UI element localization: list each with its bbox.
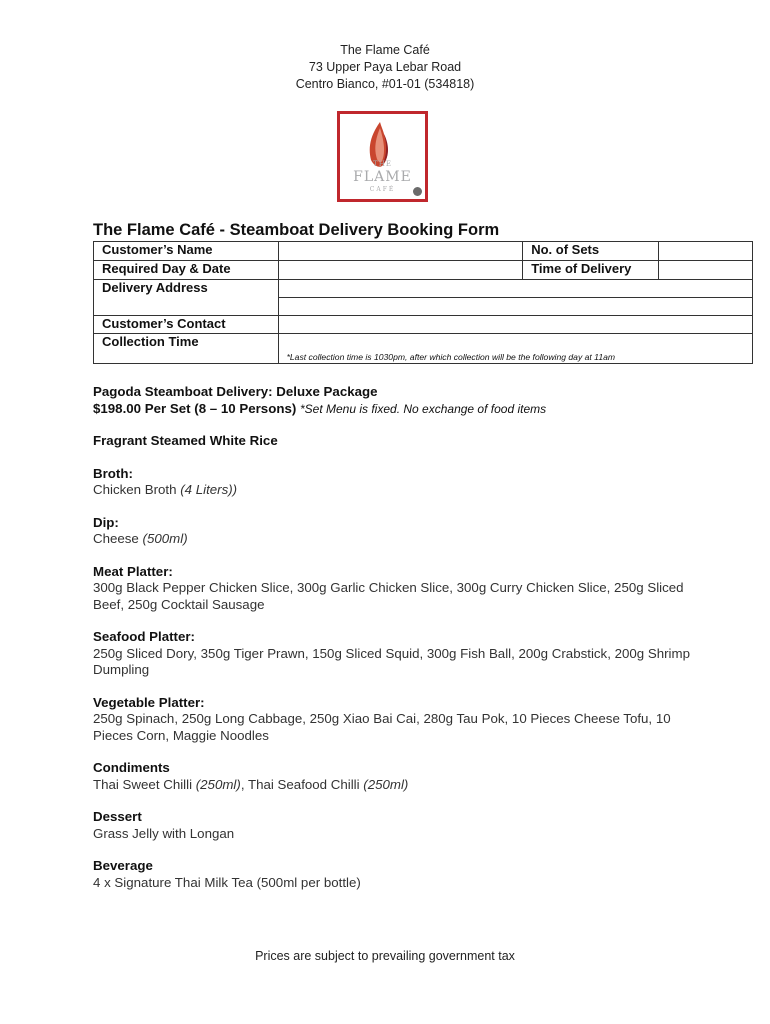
- delivery-address-field-line1[interactable]: [278, 280, 752, 298]
- broth-qty: (4 Liters)): [180, 482, 238, 497]
- collection-time-label: Collection Time: [94, 334, 279, 364]
- cafe-logo: [337, 111, 428, 202]
- no-of-sets-field[interactable]: [659, 242, 753, 261]
- collection-time-note[interactable]: *Last collection time is 1030pm, after which collection will be the following day at 11am: [278, 334, 752, 364]
- vegetable-items: 250g Spinach, 250g Long Cabbage, 250g Xiao Bai Cai, 280g Tau Pok, 10 Pieces Cheese Tofu, 10 Pieces Corn, Maggie Noodles: [93, 711, 671, 743]
- seafood-heading: Seafood Platter:: [93, 629, 195, 644]
- dessert-item: Grass Jelly with Longan: [93, 825, 235, 841]
- package-menu: [93, 384, 713, 891]
- delivery-address-field-line2[interactable]: [278, 298, 752, 316]
- cafe-address-line2: Centro Bianco, #01-01 (534818): [295, 77, 475, 91]
- seafood-section: [93, 629, 713, 679]
- dip-qty: (500ml): [142, 531, 188, 546]
- rice-item: Fragrant Steamed White Rice: [93, 433, 278, 448]
- logo-the: THE: [373, 160, 392, 168]
- logo-cafe: CAFÉ: [369, 186, 396, 193]
- delivery-address-label: Delivery Address: [94, 280, 279, 316]
- logo-flame: FLAME: [353, 169, 412, 185]
- dessert-section: [93, 809, 713, 842]
- meat-section: [93, 564, 713, 614]
- beverage-heading: Beverage: [93, 858, 153, 873]
- broth-section: [93, 466, 713, 499]
- broth-heading: Broth:: [93, 465, 133, 481]
- tax-footer: Prices are subject to prevailing government tax: [255, 949, 515, 963]
- no-of-sets-label: No. of Sets: [523, 242, 659, 261]
- condiment2: Thai Seafood Chilli: [247, 776, 360, 792]
- package-title: Pagoda Steamboat Delivery: Deluxe Package: [93, 384, 378, 399]
- dip-item: Cheese: [93, 531, 139, 546]
- beverage-section: [93, 858, 713, 891]
- cafe-header: [0, 42, 770, 93]
- vegetable-heading: Vegetable Platter:: [93, 694, 205, 710]
- condiments-section: [93, 760, 713, 793]
- dip-heading: Dip:: [93, 514, 119, 530]
- booking-form-table: [93, 241, 753, 364]
- broth-item: Chicken Broth: [93, 482, 177, 497]
- dessert-heading: Dessert: [93, 809, 142, 824]
- vegetable-section: [93, 695, 713, 745]
- customer-name-field[interactable]: [278, 242, 523, 261]
- package-price-line: [93, 401, 713, 418]
- dip-section: [93, 515, 713, 548]
- time-of-delivery-label: Time of Delivery: [523, 261, 659, 280]
- customer-contact-label: Customer’s Contact: [94, 316, 279, 334]
- condiments-heading: Condiments: [93, 760, 170, 775]
- seafood-items: 250g Sliced Dory, 350g Tiger Prawn, 150g Sliced Squid, 300g Fish Ball, 200g Crabstick, 200g Shrimp Dumpling: [93, 645, 690, 677]
- time-of-delivery-field[interactable]: [659, 261, 753, 280]
- cafe-address-line1: 73 Upper Paya Lebar Road: [308, 60, 462, 74]
- condiment-separator: ,: [240, 776, 248, 792]
- meat-items: 300g Black Pepper Chicken Slice, 300g Garlic Chicken Slice, 300g Curry Chicken Slice, 250g Sliced Beef, 250g Cocktail Sausage: [93, 580, 684, 612]
- condiment1-qty: (250ml): [195, 776, 241, 792]
- required-day-date-label: Required Day & Date: [94, 261, 279, 280]
- beverage-item: 4 x Signature Thai Milk Tea (500ml per bottle): [93, 874, 361, 890]
- required-day-date-field[interactable]: [278, 261, 523, 280]
- condiment1: Thai Sweet Chilli: [93, 776, 193, 792]
- meat-heading: Meat Platter:: [93, 563, 173, 579]
- cafe-name: The Flame Café: [340, 43, 430, 57]
- logo-seal-icon: [413, 187, 422, 196]
- form-title: The Flame Café - Steamboat Delivery Booking Form: [93, 221, 500, 239]
- condiment2-qty: (250ml): [363, 776, 409, 792]
- package-note: *Set Menu is fixed. No exchange of food items: [299, 401, 547, 416]
- customer-contact-field[interactable]: [278, 316, 752, 334]
- customer-name-label: Customer’s Name: [94, 242, 279, 261]
- package-price: $198.00 Per Set (8 – 10 Persons): [93, 400, 297, 416]
